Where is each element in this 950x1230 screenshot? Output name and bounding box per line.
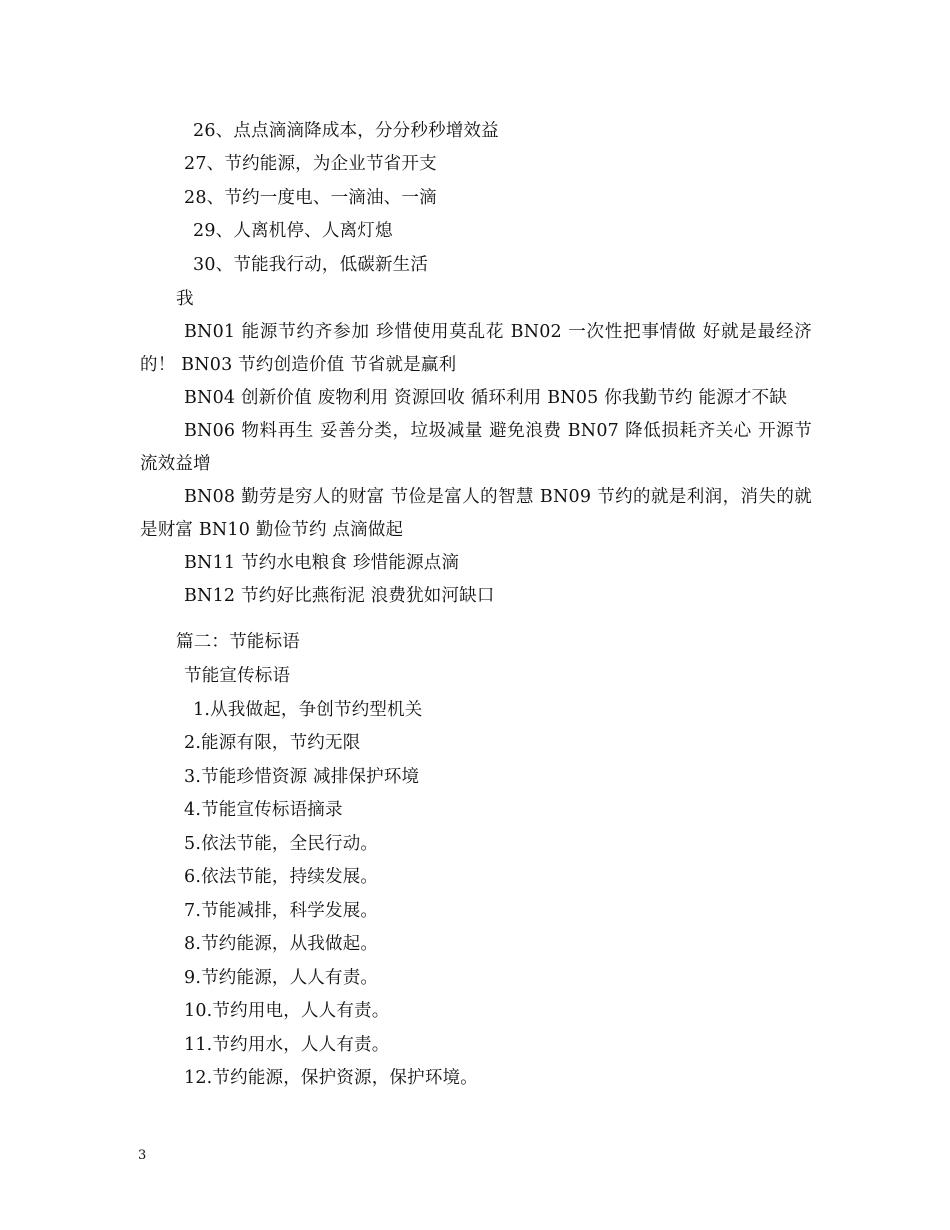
numbered-item: 9.节约能源，人人有责。 xyxy=(184,968,379,988)
numbered-item: 1.从我做起，争创节约型机关 xyxy=(193,700,423,720)
bn-paragraph: BN01 能源节约齐参加 珍惜使用莫乱花 BN02 一次性把事情做 好就是最经济的！ BN03 节约创造价值 节省就是赢利 xyxy=(140,322,812,375)
slogan-line: 28、节约一度电、一滴油、一滴 xyxy=(184,188,437,208)
numbered-item: 12.节约能源，保护资源，保护环境。 xyxy=(184,1068,478,1088)
numbered-item: 5.依法节能，全民行动。 xyxy=(184,834,379,854)
bn-paragraph: BN04 创新价值 废物利用 资源回收 循环利用 BN05 你我勤节约 能源才不缺 xyxy=(184,388,788,408)
slogan-line: 30、节能我行动，低碳新生活 xyxy=(193,255,429,275)
section-heading: 篇二：节能标语 xyxy=(176,632,300,652)
slogan-line: 27、节约能源，为企业节省开支 xyxy=(184,154,437,174)
bn-paragraph: BN06 物料再生 妥善分类，垃圾减量 避免浪费 BN07 降低损耗齐关心 开源节流效益增 xyxy=(140,421,812,474)
bn-paragraph: BN12 节约好比燕衔泥 浪费犹如河缺口 xyxy=(184,586,495,606)
numbered-item: 7.节能减排，科学发展。 xyxy=(184,901,379,921)
slogan-line: 29、人离机停、人离灯熄 xyxy=(193,221,393,241)
stray-character: 我 xyxy=(176,289,194,309)
page-number: 3 xyxy=(138,1148,147,1163)
numbered-item: 8.节约能源，从我做起。 xyxy=(184,934,379,954)
numbered-item: 4.节能宣传标语摘录 xyxy=(184,800,343,820)
subheading: 节能宣传标语 xyxy=(184,666,291,686)
slogan-line: 26、点点滴滴降成本，分分秒秒增效益 xyxy=(193,121,499,141)
numbered-item: 3.节能珍惜资源 减排保护环境 xyxy=(184,767,420,787)
numbered-item: 10.节约用电，人人有责。 xyxy=(184,1001,390,1021)
bn-slogan-block xyxy=(140,316,812,613)
bn-paragraph: BN11 节约水电粮食 珍惜能源点滴 xyxy=(184,553,460,573)
numbered-item: 11.节约用水，人人有责。 xyxy=(184,1035,390,1055)
bn-paragraph: BN08 勤劳是穷人的财富 节俭是富人的智慧 BN09 节约的就是利润，消失的就是财富 BN10 勤俭节约 点滴做起 xyxy=(140,487,812,540)
numbered-item: 2.能源有限，节约无限 xyxy=(184,733,361,753)
numbered-item: 6.依法节能，持续发展。 xyxy=(184,867,379,887)
